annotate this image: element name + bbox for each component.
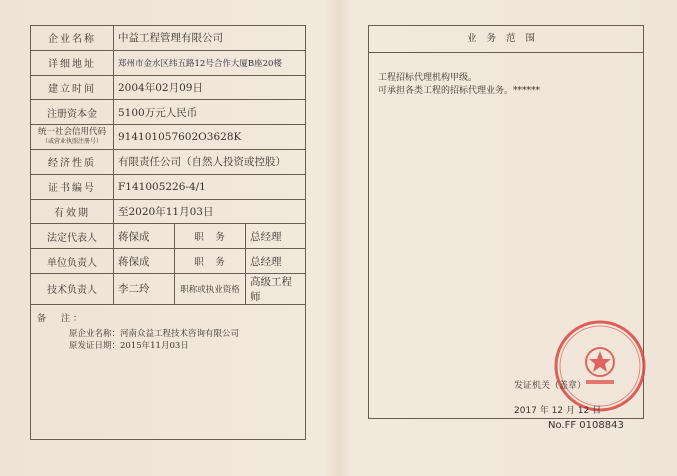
value-unit-head-name: 蒋保成 — [114, 249, 175, 274]
official-seal — [552, 318, 648, 414]
scope-line-2: 可承担各类工程的招标代理业务。****** — [378, 86, 541, 96]
row-economic-nature — [31, 149, 306, 174]
issue-date: 2017 年 12 月 12 日 — [514, 406, 602, 416]
business-scope-text — [378, 72, 540, 98]
value-tech-head-name: 李二玲 — [114, 273, 175, 304]
row-unit-head — [31, 249, 306, 274]
label-unit-head-title: 职 务 — [175, 249, 246, 274]
value-address: 郑州市金水区纬五路12号合作大厦B座20楼 — [114, 50, 306, 75]
scope-line-1: 工程招标代理机构甲级。 — [378, 73, 478, 83]
label-legal-rep: 法定代表人 — [31, 224, 114, 249]
row-cert-number — [31, 174, 306, 199]
notes-cell — [31, 304, 306, 439]
label-unit-head: 单位负责人 — [31, 249, 114, 274]
notes-line-former-date: 原发证日期：2015年11月03日 — [69, 340, 189, 351]
label-tech-head-qualification: 职称或执业资格 — [175, 273, 246, 304]
label-capital: 注册资本金 — [31, 100, 114, 125]
row-validity — [31, 199, 306, 224]
value-legal-rep-name: 蒋保成 — [114, 224, 175, 249]
value-legal-rep-title: 总经理 — [246, 224, 306, 249]
value-established: 2004年02月09日 — [114, 75, 306, 100]
label-credit-code — [31, 125, 114, 150]
label-cert-number: 证书编号 — [31, 174, 114, 199]
company-info-table — [30, 25, 306, 440]
label-established: 建立时间 — [31, 75, 114, 100]
label-validity: 有效期 — [31, 199, 114, 224]
issuing-authority: 发证机关（盖章） — [514, 381, 587, 391]
label-legal-rep-title: 职 务 — [175, 224, 246, 249]
value-economic-nature: 有限责任公司（自然人投资或控股） — [114, 149, 306, 174]
row-address — [31, 50, 306, 75]
business-scope-header: 业务范围 — [368, 25, 644, 53]
row-credit-code — [31, 125, 306, 150]
row-legal-rep — [31, 224, 306, 249]
label-economic-nature: 经济性质 — [31, 149, 114, 174]
value-tech-head-qualification: 高级工程师 — [246, 273, 306, 304]
row-tech-head — [31, 273, 306, 304]
row-notes — [31, 304, 306, 439]
label-tech-head: 技术负责人 — [31, 273, 114, 304]
value-capital: 5100万元人民币 — [114, 100, 306, 125]
value-company-name: 中益工程管理有限公司 — [114, 26, 306, 51]
row-capital — [31, 100, 306, 125]
label-address: 详细地址 — [31, 50, 114, 75]
row-company-name — [31, 26, 306, 51]
value-unit-head-title: 总经理 — [246, 249, 306, 274]
label-credit-code-sub: （或营业执照注册号） — [41, 138, 102, 146]
value-cert-number: F141005226-4/1 — [114, 174, 306, 199]
label-company-name: 企业名称 — [31, 26, 114, 51]
value-credit-code: 914101057602O3628K — [114, 125, 306, 150]
row-established — [31, 75, 306, 100]
serial-number: No.FF 0108843 — [548, 420, 624, 431]
value-validity: 至2020年11月03日 — [114, 199, 306, 224]
notes-line-former-name: 原企业名称：河南众益工程技术咨询有限公司 — [69, 328, 240, 339]
notes-heading: 备 注： — [37, 313, 86, 324]
label-credit-code-main: 统一社会信用代码 — [37, 127, 106, 138]
